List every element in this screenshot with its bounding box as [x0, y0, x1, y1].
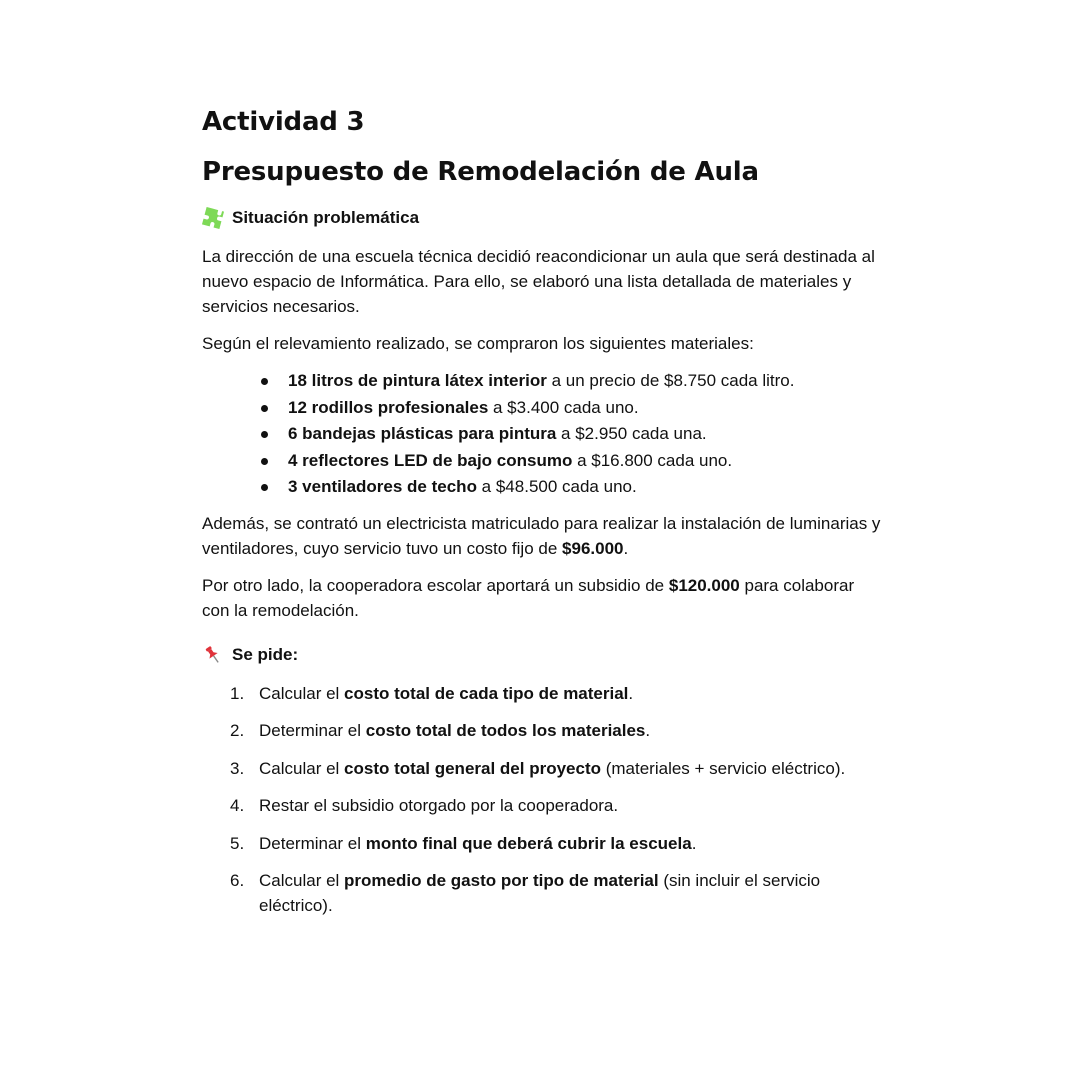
- material-price: a $2.950 cada una.: [556, 424, 707, 443]
- list-item: [258, 448, 882, 475]
- material-name: 4 reflectores LED de bajo consumo: [288, 450, 573, 470]
- material-name: 12 rodillos profesionales: [288, 397, 489, 417]
- material-price: a $16.800 cada uno.: [572, 450, 733, 470]
- document-page: [202, 104, 882, 931]
- material-price: a un precio de $8.750 cada litro.: [546, 371, 795, 390]
- pushpin-icon: [202, 644, 224, 666]
- list-item: [258, 474, 882, 501]
- situation-heading-label: Situación problemática: [232, 208, 420, 227]
- subsidy-paragraph: Por otro lado, la cooperadora escolar aportará un subsidio de $120.000 para colaborar con la remodelación.: [202, 575, 855, 620]
- material-price: a $3.400 cada uno.: [488, 397, 639, 417]
- list-item: [258, 395, 882, 422]
- material-name: 3 ventiladores de techo: [288, 477, 477, 496]
- materials-intro: Según el relevamiento realizado, se compraron los siguientes materiales:: [202, 334, 754, 353]
- tasks-list: [202, 681, 882, 919]
- situation-heading: [202, 206, 882, 230]
- list-item: 1. Calcular el costo total de cada tipo de material.: [230, 683, 634, 703]
- materials-list: [202, 368, 882, 501]
- list-item: [258, 368, 882, 395]
- electrician-paragraph: Además, se contrató un electricista matriculado para realizar la instalación de luminarias y ventiladores, cuyo servicio tuvo un costo fijo de $96.000.: [202, 513, 881, 558]
- intro-paragraph: La dirección de una escuela técnica decidió reacondicionar un aula que será destinada al nuevo espacio de Informática. Para ello, se elaboró una lista detallada de materiales y servicios necesarios.: [202, 247, 875, 316]
- list-item: 4. Restar el subsidio otorgado por la cooperadora.: [230, 796, 619, 815]
- material-name: 18 litros de pintura látex interior: [288, 371, 547, 390]
- list-item: 6. Calcular el promedio de gasto por tipo de material (sin incluir el servicio eléctrico).: [230, 871, 821, 915]
- tasks-heading: [202, 643, 882, 667]
- activity-heading: Actividad 3: [202, 107, 365, 137]
- list-item: 3. Calcular el costo total general del proyecto (materiales + servicio eléctrico).: [230, 758, 846, 778]
- tasks-heading-label: Se pide:: [232, 644, 299, 664]
- page-title: Presupuesto de Remodelación de Aula: [202, 157, 759, 187]
- list-item: 2. Determinar el costo total de todos los materiales.: [230, 721, 651, 740]
- material-price: a $48.500 cada uno.: [476, 477, 637, 496]
- list-item: 5. Determinar el monto final que deberá cubrir la escuela.: [230, 833, 697, 853]
- list-item: [258, 421, 882, 448]
- material-name: 6 bandejas plásticas para pintura: [288, 424, 557, 443]
- puzzle-piece-icon: [202, 207, 224, 229]
